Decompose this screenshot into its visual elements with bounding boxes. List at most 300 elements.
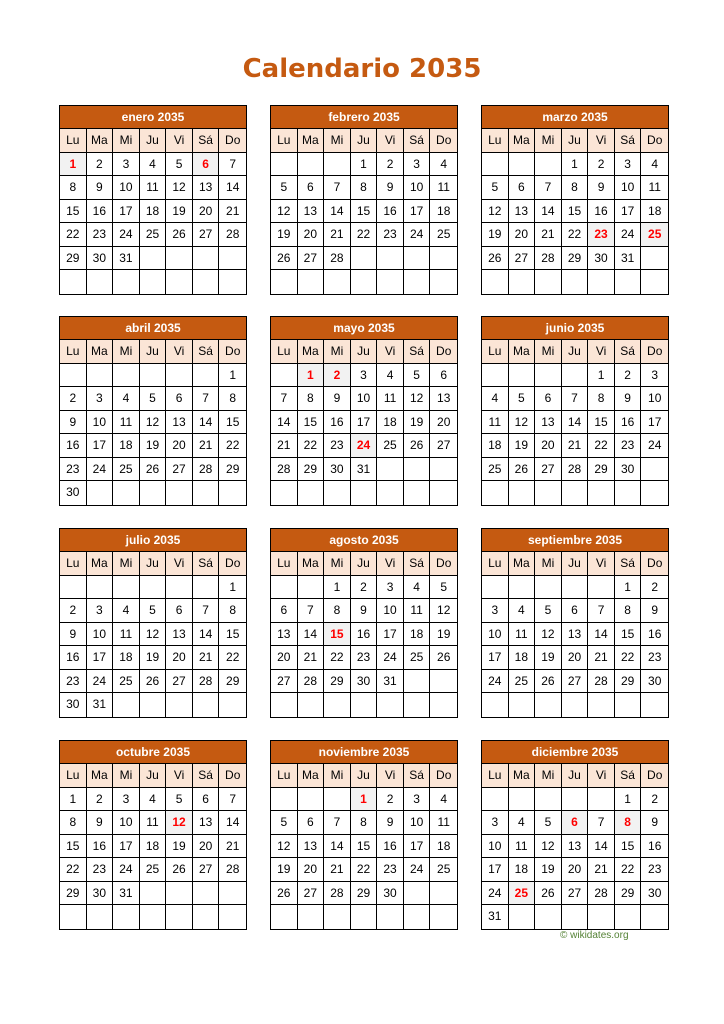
empty-cell: [113, 693, 140, 717]
week-row: [271, 176, 457, 200]
day-cell: 21: [324, 858, 351, 882]
day-cell: 21: [271, 434, 298, 458]
day-cell: 29: [60, 882, 87, 906]
day-cell: 28: [324, 247, 351, 271]
day-cell: 30: [60, 481, 87, 505]
weekday-label: Lu: [60, 764, 87, 788]
empty-cell: [87, 576, 114, 600]
empty-cell: [271, 576, 298, 600]
weekday-label: Do: [641, 764, 668, 788]
day-cell: 22: [562, 223, 589, 247]
day-cell: 2: [377, 153, 404, 177]
week-row: [60, 411, 246, 435]
day-cell: 20: [562, 646, 589, 670]
empty-cell: [298, 576, 325, 600]
day-cell: 31: [377, 670, 404, 694]
empty-cell: [535, 905, 562, 929]
empty-cell: [641, 458, 668, 482]
day-cell: 13: [535, 411, 562, 435]
empty-cell: [271, 364, 298, 388]
day-cell: 18: [140, 200, 167, 224]
empty-cell: [140, 481, 167, 505]
day-cell: 10: [641, 387, 668, 411]
day-cell: 24: [113, 223, 140, 247]
empty-cell: [377, 458, 404, 482]
day-cell: 14: [219, 176, 246, 200]
day-cell: 17: [404, 835, 431, 859]
month-title: agosto 2035: [271, 529, 457, 552]
empty-cell: [140, 576, 167, 600]
weekday-label: Mi: [535, 764, 562, 788]
day-cell: 24: [113, 858, 140, 882]
day-cell: 2: [377, 788, 404, 812]
weekday-label: Mi: [113, 340, 140, 364]
empty-cell: [509, 576, 536, 600]
month-title: diciembre 2035: [482, 741, 668, 764]
day-cell: 2: [87, 788, 114, 812]
day-cell: 6: [193, 788, 220, 812]
day-cell: 8: [615, 599, 642, 623]
empty-cell: [271, 905, 298, 929]
weekday-label: Ju: [351, 764, 378, 788]
weekday-label: Lu: [482, 340, 509, 364]
month-calendar: [481, 105, 669, 295]
day-cell: 6: [430, 364, 457, 388]
day-cell: 16: [324, 411, 351, 435]
empty-cell: [562, 905, 589, 929]
day-cell: 14: [588, 835, 615, 859]
day-cell: 4: [509, 599, 536, 623]
day-cell: 4: [377, 364, 404, 388]
day-cell: 7: [324, 176, 351, 200]
day-cell: 5: [430, 576, 457, 600]
day-cell: 29: [298, 458, 325, 482]
weekday-label: Ju: [562, 340, 589, 364]
day-cell: 15: [615, 623, 642, 647]
day-cell: 3: [113, 153, 140, 177]
empty-cell: [430, 882, 457, 906]
empty-cell: [377, 247, 404, 271]
empty-cell: [140, 882, 167, 906]
day-cell: 8: [588, 387, 615, 411]
empty-cell: [60, 270, 87, 294]
empty-cell: [377, 481, 404, 505]
day-cell: 10: [377, 599, 404, 623]
weekday-label: Mi: [535, 129, 562, 153]
weekday-header-row: [60, 129, 246, 153]
empty-cell: [404, 905, 431, 929]
empty-cell: [166, 270, 193, 294]
day-cell: 20: [166, 434, 193, 458]
weekday-label: Lu: [60, 340, 87, 364]
weekday-label: Mi: [324, 764, 351, 788]
day-cell: 20: [298, 223, 325, 247]
empty-cell: [140, 905, 167, 929]
day-cell: 14: [535, 200, 562, 224]
weekday-label: Vi: [588, 552, 615, 576]
day-cell: 25: [113, 458, 140, 482]
empty-cell: [535, 153, 562, 177]
weekday-label: Ju: [562, 129, 589, 153]
day-cell: 19: [271, 223, 298, 247]
day-cell: 2: [588, 153, 615, 177]
day-cell: 5: [140, 387, 167, 411]
day-cell: 31: [351, 458, 378, 482]
empty-cell: [482, 270, 509, 294]
month-title: abril 2035: [60, 317, 246, 340]
empty-cell: [615, 481, 642, 505]
day-cell: 9: [641, 811, 668, 835]
week-row: [60, 811, 246, 835]
day-cell: 16: [87, 200, 114, 224]
day-cell: 28: [588, 670, 615, 694]
day-cell: 25: [377, 434, 404, 458]
weekday-label: Do: [430, 129, 457, 153]
weekday-label: Ma: [298, 552, 325, 576]
day-cell: 18: [641, 200, 668, 224]
day-cell: 2: [60, 387, 87, 411]
day-cell: 18: [113, 646, 140, 670]
week-row: [271, 599, 457, 623]
day-cell: 23: [377, 223, 404, 247]
day-cell: 20: [562, 858, 589, 882]
weekday-label: Sá: [193, 552, 220, 576]
day-cell: 19: [535, 646, 562, 670]
day-cell: 22: [219, 646, 246, 670]
empty-cell: [166, 576, 193, 600]
empty-cell: [60, 364, 87, 388]
weekday-label: Sá: [404, 129, 431, 153]
day-cell: 16: [60, 646, 87, 670]
weekday-label: Ju: [562, 552, 589, 576]
empty-cell: [219, 481, 246, 505]
weekday-label: Lu: [271, 129, 298, 153]
day-cell: 3: [404, 153, 431, 177]
weekday-label: Sá: [615, 552, 642, 576]
day-cell: 3: [377, 576, 404, 600]
weekday-label: Ju: [140, 340, 167, 364]
day-cell: 16: [377, 835, 404, 859]
weekday-label: Ma: [509, 129, 536, 153]
weekday-label: Vi: [377, 552, 404, 576]
week-row: [482, 223, 668, 247]
day-cell: 18: [509, 646, 536, 670]
day-cell: 30: [87, 882, 114, 906]
empty-cell: [351, 905, 378, 929]
empty-cell: [615, 693, 642, 717]
empty-cell: [324, 270, 351, 294]
day-cell: 30: [588, 247, 615, 271]
month-title: septiembre 2035: [482, 529, 668, 552]
week-row: [271, 247, 457, 271]
day-cell: 18: [404, 623, 431, 647]
empty-cell: [509, 693, 536, 717]
day-cell: 28: [588, 882, 615, 906]
day-cell: 11: [113, 411, 140, 435]
day-cell: 27: [562, 670, 589, 694]
day-cell: 19: [140, 434, 167, 458]
day-cell: 21: [298, 646, 325, 670]
day-cell: 12: [509, 411, 536, 435]
day-cell: 13: [271, 623, 298, 647]
day-cell: 18: [430, 835, 457, 859]
day-cell: 29: [219, 670, 246, 694]
day-cell: 27: [509, 247, 536, 271]
day-cell: 30: [351, 670, 378, 694]
weekday-label: Lu: [482, 552, 509, 576]
day-cell: 31: [87, 693, 114, 717]
day-cell: 27: [166, 670, 193, 694]
day-cell: 26: [430, 646, 457, 670]
day-cell: 28: [271, 458, 298, 482]
empty-cell: [166, 693, 193, 717]
day-cell: 25: [430, 223, 457, 247]
day-cell: 28: [193, 458, 220, 482]
day-cell: 17: [113, 835, 140, 859]
empty-cell: [140, 693, 167, 717]
empty-cell: [113, 481, 140, 505]
day-cell: 4: [482, 387, 509, 411]
day-cell: 7: [298, 599, 325, 623]
empty-cell: [351, 247, 378, 271]
empty-cell: [482, 481, 509, 505]
day-cell: 18: [113, 434, 140, 458]
weekday-label: Do: [219, 552, 246, 576]
empty-cell: [298, 270, 325, 294]
day-cell: 15: [298, 411, 325, 435]
empty-cell: [193, 905, 220, 929]
weekday-header-row: [271, 764, 457, 788]
day-cell: 9: [60, 411, 87, 435]
empty-cell: [509, 788, 536, 812]
weekday-label: Vi: [588, 129, 615, 153]
week-row: [60, 576, 246, 600]
month-title: junio 2035: [482, 317, 668, 340]
day-cell: 21: [562, 434, 589, 458]
day-cell: 29: [615, 670, 642, 694]
day-cell: 3: [87, 599, 114, 623]
day-cell: 14: [271, 411, 298, 435]
day-cell: 17: [641, 411, 668, 435]
day-cell: 5: [535, 811, 562, 835]
day-cell: 3: [482, 811, 509, 835]
day-cell: 4: [113, 387, 140, 411]
empty-cell: [641, 270, 668, 294]
day-cell: 25: [140, 858, 167, 882]
week-row: [60, 646, 246, 670]
day-cell: 4: [140, 153, 167, 177]
day-cell: 28: [298, 670, 325, 694]
weekday-label: Mi: [535, 552, 562, 576]
day-cell: 28: [324, 882, 351, 906]
day-cell: 9: [641, 599, 668, 623]
weekday-label: Vi: [166, 764, 193, 788]
day-cell: 10: [113, 811, 140, 835]
day-cell: 30: [87, 247, 114, 271]
day-cell: 11: [482, 411, 509, 435]
week-row: [271, 858, 457, 882]
empty-cell: [509, 364, 536, 388]
day-cell: 5: [404, 364, 431, 388]
day-cell: 17: [351, 411, 378, 435]
day-cell: 21: [193, 646, 220, 670]
weekday-label: Vi: [377, 340, 404, 364]
empty-cell: [60, 576, 87, 600]
week-row: [482, 576, 668, 600]
day-cell: 11: [509, 835, 536, 859]
day-cell: 3: [641, 364, 668, 388]
weekday-label: Vi: [588, 764, 615, 788]
day-cell: 19: [404, 411, 431, 435]
day-cell: 27: [271, 670, 298, 694]
day-cell: 19: [430, 623, 457, 647]
empty-cell: [535, 364, 562, 388]
week-row: [60, 882, 246, 906]
holiday-cell: 1: [298, 364, 325, 388]
weekday-label: Ma: [87, 340, 114, 364]
day-cell: 1: [60, 788, 87, 812]
day-cell: 9: [87, 811, 114, 835]
day-cell: 4: [404, 576, 431, 600]
day-cell: 10: [87, 411, 114, 435]
day-cell: 13: [430, 387, 457, 411]
day-cell: 29: [588, 458, 615, 482]
day-cell: 22: [60, 858, 87, 882]
weekday-label: Vi: [377, 129, 404, 153]
week-row: [60, 434, 246, 458]
day-cell: 2: [641, 576, 668, 600]
empty-cell: [271, 788, 298, 812]
footer-credit: © wikidates.org: [560, 930, 629, 941]
holiday-cell: 25: [509, 882, 536, 906]
day-cell: 30: [641, 882, 668, 906]
day-cell: 29: [60, 247, 87, 271]
day-cell: 15: [615, 835, 642, 859]
day-cell: 27: [193, 223, 220, 247]
day-cell: 8: [324, 599, 351, 623]
week-row: [271, 270, 457, 294]
weekday-label: Ju: [140, 552, 167, 576]
day-cell: 7: [193, 599, 220, 623]
day-cell: 5: [271, 176, 298, 200]
empty-cell: [377, 905, 404, 929]
day-cell: 8: [562, 176, 589, 200]
week-row: [60, 599, 246, 623]
empty-cell: [271, 153, 298, 177]
week-row: [271, 411, 457, 435]
weekday-label: Mi: [535, 340, 562, 364]
empty-cell: [166, 481, 193, 505]
day-cell: 22: [351, 223, 378, 247]
empty-cell: [641, 693, 668, 717]
day-cell: 19: [509, 434, 536, 458]
empty-cell: [404, 693, 431, 717]
day-cell: 22: [615, 858, 642, 882]
weekday-label: Vi: [588, 340, 615, 364]
day-cell: 4: [430, 788, 457, 812]
holiday-cell: 6: [562, 811, 589, 835]
day-cell: 23: [87, 858, 114, 882]
weekday-label: Sá: [615, 129, 642, 153]
weekday-label: Mi: [113, 764, 140, 788]
week-row: [271, 882, 457, 906]
empty-cell: [509, 153, 536, 177]
day-cell: 9: [60, 623, 87, 647]
day-cell: 16: [641, 835, 668, 859]
weekday-label: Do: [430, 340, 457, 364]
weekday-label: Ma: [298, 764, 325, 788]
day-cell: 16: [641, 623, 668, 647]
day-cell: 12: [535, 623, 562, 647]
week-row: [482, 411, 668, 435]
day-cell: 10: [113, 176, 140, 200]
day-cell: 23: [641, 646, 668, 670]
holiday-cell: 1: [60, 153, 87, 177]
month-calendar: [481, 528, 669, 718]
day-cell: 4: [430, 153, 457, 177]
day-cell: 24: [404, 223, 431, 247]
week-row: [60, 623, 246, 647]
day-cell: 23: [60, 458, 87, 482]
day-cell: 1: [351, 153, 378, 177]
weekday-label: Ma: [509, 552, 536, 576]
day-cell: 22: [60, 223, 87, 247]
weekday-label: Lu: [271, 764, 298, 788]
empty-cell: [482, 788, 509, 812]
day-cell: 14: [193, 411, 220, 435]
empty-cell: [641, 481, 668, 505]
empty-cell: [219, 905, 246, 929]
day-cell: 22: [324, 646, 351, 670]
day-cell: 20: [298, 858, 325, 882]
day-cell: 19: [166, 200, 193, 224]
day-cell: 15: [219, 623, 246, 647]
day-cell: 1: [324, 576, 351, 600]
day-cell: 5: [140, 599, 167, 623]
day-cell: 27: [193, 858, 220, 882]
day-cell: 13: [509, 200, 536, 224]
week-row: [60, 858, 246, 882]
day-cell: 29: [615, 882, 642, 906]
day-cell: 21: [193, 434, 220, 458]
day-cell: 12: [535, 835, 562, 859]
week-row: [60, 247, 246, 271]
day-cell: 5: [166, 788, 193, 812]
weekday-label: Do: [641, 340, 668, 364]
day-cell: 17: [404, 200, 431, 224]
week-row: [60, 153, 246, 177]
weekday-label: Ma: [509, 340, 536, 364]
day-cell: 5: [535, 599, 562, 623]
empty-cell: [588, 905, 615, 929]
day-cell: 5: [482, 176, 509, 200]
day-cell: 28: [193, 670, 220, 694]
day-cell: 26: [535, 670, 562, 694]
weekday-label: Ju: [562, 764, 589, 788]
day-cell: 26: [166, 858, 193, 882]
day-cell: 28: [535, 247, 562, 271]
empty-cell: [535, 788, 562, 812]
empty-cell: [509, 481, 536, 505]
empty-cell: [87, 364, 114, 388]
day-cell: 1: [219, 576, 246, 600]
day-cell: 29: [351, 882, 378, 906]
day-cell: 9: [351, 599, 378, 623]
day-cell: 23: [377, 858, 404, 882]
weekday-label: Lu: [271, 552, 298, 576]
weekday-label: Sá: [615, 764, 642, 788]
day-cell: 14: [298, 623, 325, 647]
